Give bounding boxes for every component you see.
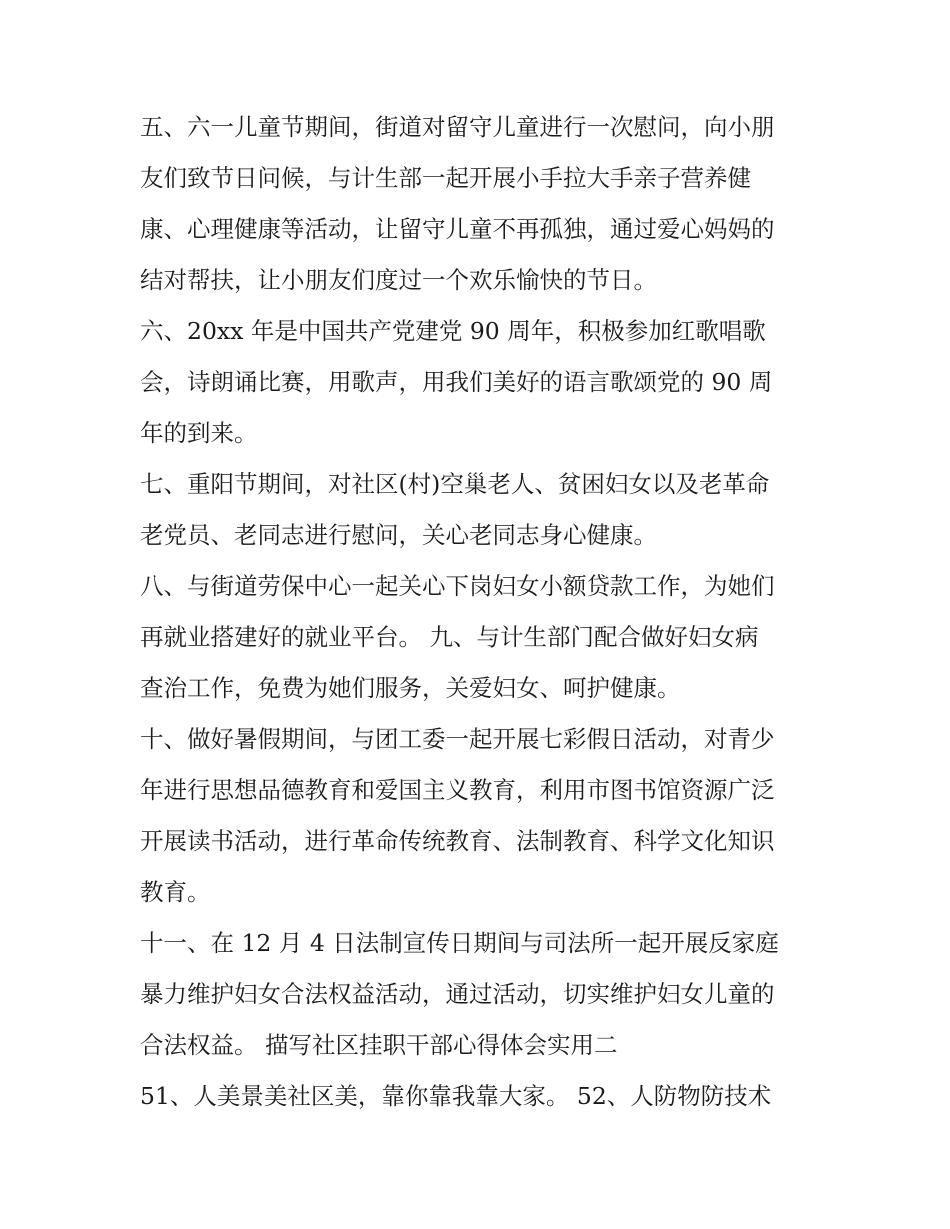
text-line: 七、重阳节期间，对社区(村)空巢老人、贫困妇女以及老革命 [140,470,770,498]
text-line: 十、做好暑假期间，与团工委一起开展七彩假日活动，对青少 [140,725,775,753]
text-line: 十一、在 12 月 4 日法制宣传日期间与司法所一起开展反家庭 [140,929,779,957]
text-line: 六、20xx 年是中国共产党建党 90 周年，积极参加红歌唱歌 [140,317,766,345]
text-line: 结对帮扶，让小朋友们度过一个欢乐愉快的节日。 [140,266,657,294]
text-line: 51、人美景美社区美，靠你靠我靠大家。 52、人防物防技术 [140,1082,772,1110]
text-line: 再就业搭建好的就业平台。 九、与计生部门配合做好妇女病 [140,623,759,651]
text-line: 年的到来。 [140,419,258,447]
text-line: 五、六一儿童节期间，街道对留守儿童进行一次慰问，向小朋 [140,113,775,141]
text-line: 查治工作，免费为她们服务，关爱妇女、呵护健康。 [140,674,681,702]
text-line: 暴力维护妇女合法权益活动，通过活动，切实维护妇女儿童的 [140,980,775,1008]
text-line: 会，诗朗诵比赛，用歌声，用我们美好的语言歌颂党的 90 周 [140,368,773,396]
text-line: 教育。 [140,878,211,906]
text-line: 老党员、老同志进行慰问，关心老同志身心健康。 [140,521,657,549]
text-line: 友们致节日问候，与计生部一起开展小手拉大手亲子营养健 [140,164,751,192]
text-line: 开展读书活动，进行革命传统教育、法制教育、科学文化知识 [140,827,775,855]
text-line: 年进行思想品德教育和爱国主义教育，利用市图书馆资源广泛 [140,776,775,804]
text-line: 八、与街道劳保中心一起关心下岗妇女小额贷款工作，为她们 [140,572,775,600]
text-line: 合法权益。 描写社区挂职干部心得体会实用二 [140,1031,618,1059]
text-line: 康、心理健康等活动，让留守儿童不再孤独，通过爱心妈妈的 [140,215,775,243]
